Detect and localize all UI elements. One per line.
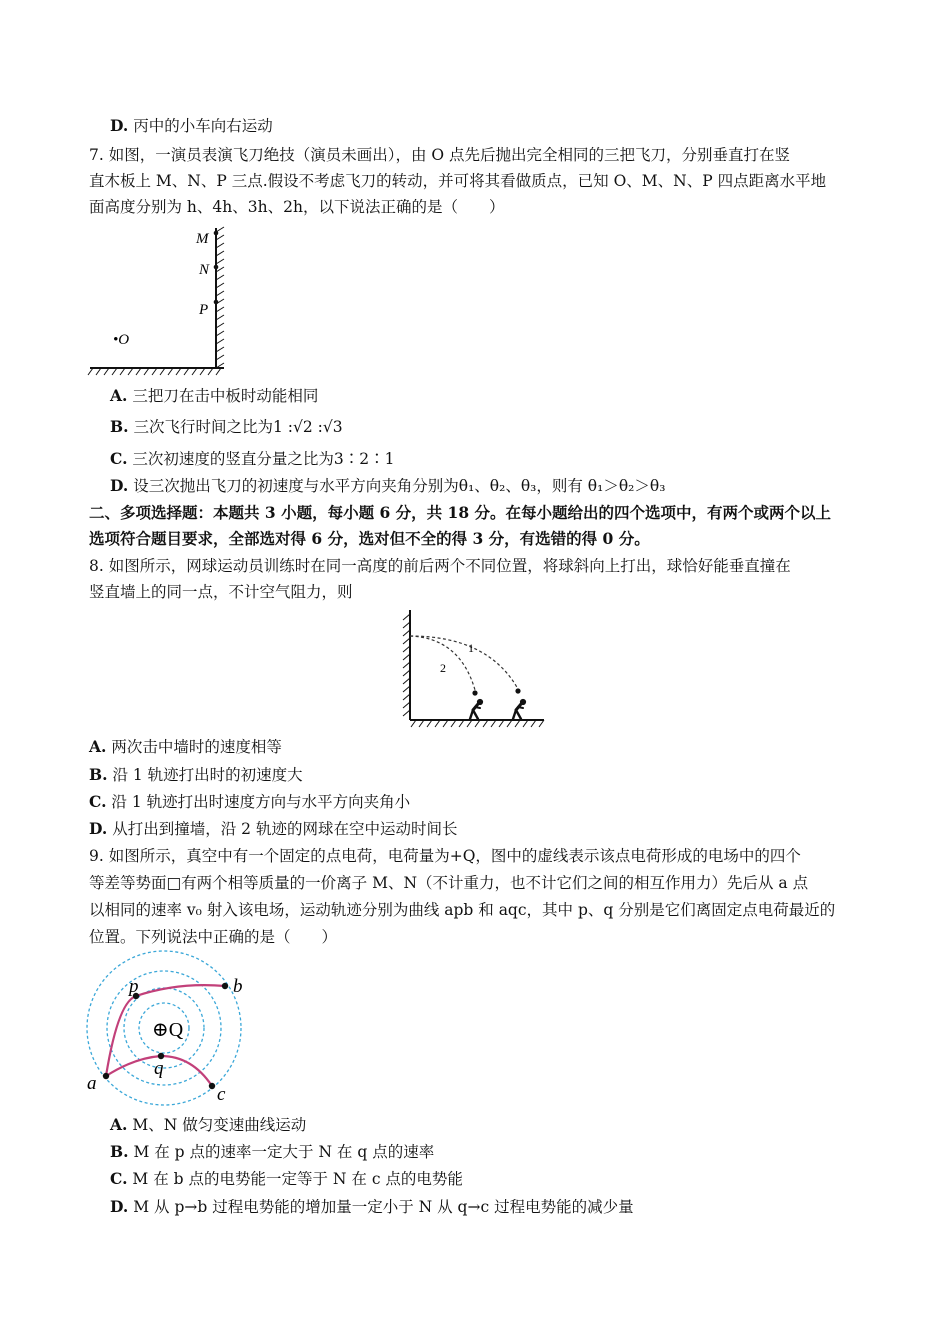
- label-p: P: [199, 302, 209, 318]
- label-m: M: [196, 231, 209, 247]
- point-n: [214, 265, 219, 270]
- option-text: M 在 b 点的电势能一定等于 N 在 c 点的电势能: [132, 1170, 463, 1188]
- q7-option-c: [110, 448, 395, 470]
- option-letter: A.: [89, 737, 107, 756]
- option-letter: C.: [110, 449, 128, 468]
- ground-hatching: [88, 368, 221, 375]
- option-letter: C.: [110, 1169, 128, 1188]
- q7-figure: [85, 222, 235, 382]
- label-q: q: [154, 1058, 164, 1079]
- q8-figure: [398, 604, 550, 732]
- option-text: 两次击中墙时的速度相等: [111, 738, 282, 756]
- wall-hatching: [403, 614, 410, 716]
- player-2: [470, 699, 483, 719]
- point-b: [222, 983, 228, 989]
- option-text: 三把刀在击中板时动能相同: [132, 387, 319, 405]
- option-text: 沿 1 轨迹打出时的初速度大: [112, 766, 303, 784]
- player-1: [513, 699, 526, 719]
- q8-option-d: [89, 818, 457, 840]
- option-letter: D.: [89, 819, 108, 838]
- section-2-header-line-2: 选项符合题目要求，全部选对得 6 分，选对但不全的得 3 分，有选错的得 0 分。: [89, 529, 650, 548]
- q9-figure: [84, 950, 254, 1108]
- option-letter: D.: [110, 476, 129, 495]
- q8-stem-line-2: 竖直墙上的同一点，不计空气阻力，则: [89, 583, 353, 601]
- option-letter: B.: [110, 417, 129, 436]
- q9-option-d: [110, 1196, 634, 1218]
- point-p: [214, 300, 219, 305]
- option-letter: A.: [110, 386, 128, 405]
- option-text: M 从 p→b 过程电势能的增加量一定小于 N 从 q→c 过程电势能的减少量: [133, 1198, 634, 1216]
- ball-2: [472, 690, 477, 695]
- q8-option-a: [89, 736, 282, 758]
- label-p: p: [129, 976, 139, 997]
- option-text: M、N 做匀变速曲线运动: [132, 1116, 307, 1134]
- point-m: [214, 231, 219, 236]
- q9-option-a: [110, 1114, 306, 1136]
- q7-option-a: [110, 385, 318, 407]
- q8-option-c: [89, 791, 410, 813]
- label-path-1: 1: [468, 641, 474, 655]
- ball-1: [515, 688, 520, 693]
- q9-option-b: [110, 1141, 434, 1163]
- option-text: 三次初速度的竖直分量之比为3∶2∶1: [132, 450, 395, 468]
- option-text: 三次飞行时间之比为1 :√2 :√3: [133, 418, 343, 436]
- q9-stem-line-3: 以相同的速率 v₀ 射入该电场，运动轨迹分别为曲线 apb 和 aqc，其中 p、q 分别是它们离固定点电荷最近的: [89, 901, 836, 919]
- option-text: 沿 1 轨迹打出时速度方向与水平方向夹角小: [111, 793, 411, 811]
- option-text: 丙中的小车向右运动: [133, 117, 273, 135]
- label-a: a: [87, 1073, 97, 1094]
- label-c: c: [217, 1084, 226, 1105]
- q9-stem-line-1: 9. 如图所示，真空中有一个固定的点电荷，电荷量为+Q，图中的虚线表示该点电荷形成的电场中的四个: [89, 847, 801, 865]
- charge-label: ⊕Q: [152, 1019, 184, 1041]
- option-text: 设三次抛出飞刀的初速度与水平方向夹角分别为θ₁、θ₂、θ₃，则有 θ₁＞θ₂＞θ₃: [133, 477, 666, 495]
- wall-hatching: [216, 227, 224, 368]
- label-path-2: 2: [440, 661, 446, 675]
- q9-stem-line-4: 位置。下列说法中正确的是（ ）: [89, 928, 338, 946]
- q7-option-b: [110, 416, 343, 438]
- option-letter: D.: [110, 116, 129, 135]
- q7-option-d: [110, 475, 665, 497]
- label-b: b: [233, 976, 243, 997]
- point-c: [209, 1083, 215, 1089]
- trajectory-1: [410, 636, 518, 689]
- option-letter: D.: [110, 1197, 129, 1216]
- q6-option-d: [110, 115, 273, 137]
- option-letter: A.: [110, 1115, 128, 1134]
- ground-hatching: [411, 720, 544, 727]
- option-text: M 在 p 点的速率一定大于 N 在 q 点的速率: [133, 1143, 435, 1161]
- q7-stem-line-2: 直木板上 M、N、P 三点.假设不考虑飞刀的转动，并可将其看做质点，已知 O、M、N、P 四点距离水平地: [89, 172, 827, 190]
- option-letter: C.: [89, 792, 107, 811]
- q7-stem-line-3: 面高度分别为 h、4h、3h、2h，以下说法正确的是（ ）: [89, 198, 505, 216]
- option-letter: B.: [110, 1142, 129, 1161]
- q9-stem-line-2: 等差等势面□有两个相等质量的一价离子 M、N（不计重力，也不计它们之间的相互作用力）先后从 a 点: [89, 874, 809, 892]
- q8-option-b: [89, 764, 303, 786]
- q7-stem-line-1: 7. 如图，一演员表演飞刀绝技（演员未画出），由 O 点先后抛出完全相同的三把飞刀，分别垂直打在竖: [89, 146, 791, 164]
- q8-stem-line-1: 8. 如图所示，网球运动员训练时在同一高度的前后两个不同位置，将球斜向上打出，球恰好能垂直撞在: [89, 557, 791, 575]
- option-text: 从打出到撞墙，沿 2 轨迹的网球在空中运动时间长: [112, 820, 458, 838]
- point-a: [103, 1073, 109, 1079]
- q9-option-c: [110, 1168, 463, 1190]
- option-letter: B.: [89, 765, 108, 784]
- label-n: N: [199, 262, 210, 278]
- label-o: •O: [113, 332, 130, 348]
- section-2-header-line-1: 二、多项选择题：本题共 3 小题，每小题 6 分，共 18 分。在每小题给出的四个选项中，有两个或两个以上: [89, 503, 832, 522]
